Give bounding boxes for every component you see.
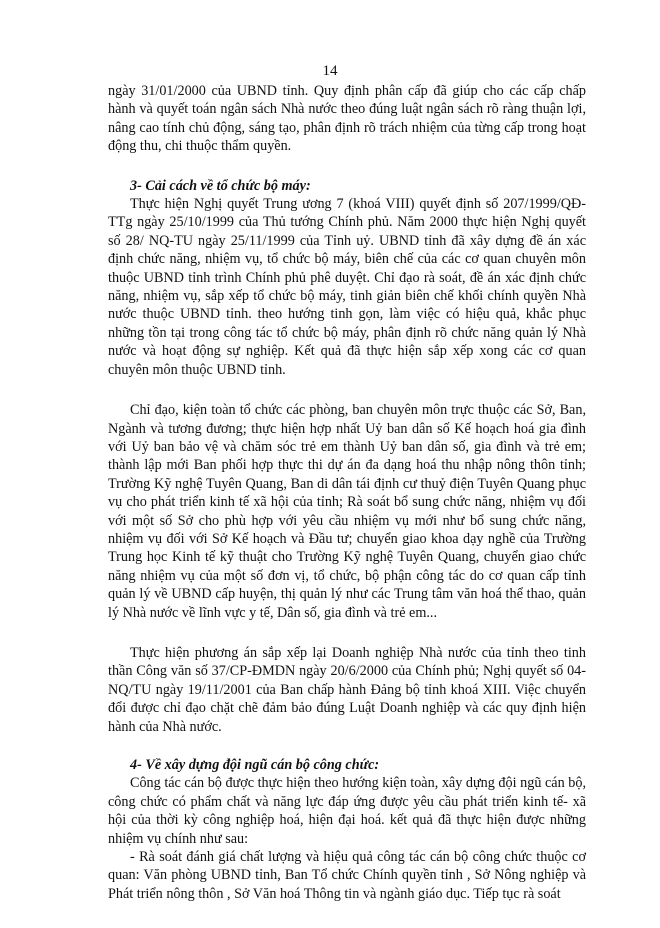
paragraph-quality-review: - Rà soát đánh giá chất lượng và hiệu quả công tác cán bộ công chức thuộc cơ quan: Văn phòng UBND tỉnh, Ban Tổ chức Chính quyền tỉnh , Sở Nông nghiệp và Phát triển nông thôn , Sở Văn hoá Thông tin và ngành giáo dục. Tiếp tục rà soát (108, 849, 586, 902)
paragraph-civil-servant-development: Công tác cán bộ được thực hiện theo hướng kiện toàn, xây dựng đội ngũ cán bộ, công chức có phẩm chất và năng lực đáp ứng được yêu cầu phát triển kinh tế- xã hội của thời kỳ công nghiệp hoá, hiện đại hoá. kết quả đã thực hiện được những nhiệm vụ chính như sau: (108, 775, 586, 847)
document-body (108, 82, 586, 903)
paragraph-enterprise-restructuring: Thực hiện phương án sắp xếp lại Doanh nghiệp Nhà nước của tỉnh theo tinh thần Công văn số 37/CP-ĐMDN ngày 20/6/2000 của Chính phủ; Nghị quyết số 04-NQ/TU ngày 19/11/2001 của Ban chấp hành Đảng bộ tỉnh khoá XIII. Việc chuyển đổi được chỉ đạo chặt chẽ đảm bảo đúng Luật Doanh nghiệp và các quy định hiện hành của Nhà nước. (108, 644, 586, 735)
paragraph-apparatus-reform: Thực hiện Nghị quyết Trung ương 7 (khoá VIII) quyết định số 207/1999/QĐ-TTg ngày 25/10/1999 của Thủ tướng Chính phủ. Năm 2000 thực hiện Nghị quyết số 28/ NQ-TU ngày 25/11/1999 của Tỉnh uỷ. UBND tỉnh đã xây dựng đề án xác định chức năng, nhiệm vụ, tổ chức bộ máy, biên chế của các cơ quan chuyên môn thuộc UBND tỉnh trình Chính phủ phê duyệt. Chỉ đạo rà soát, đề án xác định chức năng, nhiệm vụ, sắp xếp tổ chức bộ máy, tinh giản biên chế khối chính quyền Nhà nước thuộc UBND tỉnh. theo hướng tinh gọn, làm việc có hiệu quả, khắc phục những tồn tại trong công tác tổ chức bộ máy, phân định rõ chức năng quản lý Nhà nước và hoạt động sự nghiệp. Kết quả đã thực hiện sắp xếp xong các cơ quan chuyên môn thuộc UBND tỉnh. (108, 196, 586, 378)
paragraph-budget-decentralization: ngày 31/01/2000 của UBND tỉnh. Quy định phân cấp đã giúp cho các cấp chấp hành và quyết toán ngân sách Nhà nước theo đúng luật ngân sách rõ ràng thuận lợi, nâng cao tính chủ động, sáng tạo, phân định rõ trách nhiệm của từng cấp trong hoạt động thu, chi thuộc thẩm quyền. (108, 83, 586, 155)
section-heading-4: 4- Về xây dựng đội ngũ cán bộ công chức: (130, 757, 380, 773)
page-number: 14 (322, 63, 338, 79)
paragraph-department-consolidation: Chỉ đạo, kiện toàn tổ chức các phòng, ban chuyên môn trực thuộc các Sở, Ban, Ngành và tương đương; thực hiện hợp nhất Uỷ ban dân số Kế hoạch hoá gia đình với Uỷ ban bảo vệ và chăm sóc trẻ em thành Uỷ ban dân số, gia đình và trẻ em; thành lập mới Ban phối hợp thực thi dự án đa dạng hoá thu nhập nông thôn tỉnh; Trường Kỹ nghệ Tuyên Quang, Ban di dân tái định cư thuỷ điện Tuyên Quang phục vụ cho phát triển kinh tế xã hội của tỉnh; Rà soát bổ sung chức năng, nhiệm vụ đối với một số Sở cho phù hợp với yêu cầu nhiệm vụ mới như bổ sung chức năng, nhiệm vụ đối với Sở Kế hoạch và Đầu tư; chuyển giao khoa dạy nghề của Trường Trung học Kinh tế kỹ thuật cho Trường Kỹ nghệ Tuyên Quang, chuyển giao chức năng nhiệm vụ của một số đơn vị, tổ chức, bộ phận công tác do cơ quan cấp tỉnh quản lý về UBND cấp huyện, thị quản lý như các Trung tâm văn hoá thể thao, quản lý Nhà nước về lĩnh vực y tế, Dân số, gia đình và trẻ em... (108, 402, 586, 621)
section-heading-3: 3- Cải cách về tổ chức bộ máy: (130, 177, 311, 194)
